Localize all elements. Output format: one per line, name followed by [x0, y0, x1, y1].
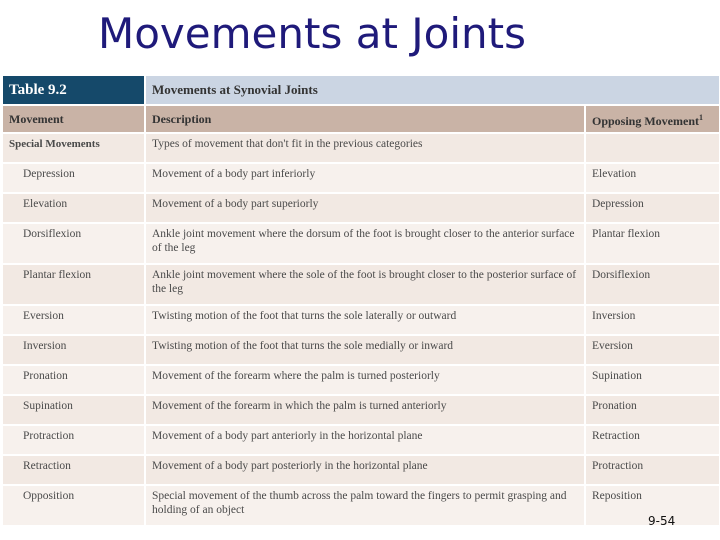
table-row [2, 223, 720, 264]
opposing-cell: Eversion [585, 335, 720, 365]
table-header-row [2, 105, 720, 133]
table-row [2, 163, 720, 193]
movements-table-container [1, 74, 719, 527]
movement-cell: Opposition [2, 485, 145, 526]
column-header-movement: Movement [2, 105, 145, 133]
movement-cell: Protraction [2, 425, 145, 455]
opposing-header-label: Opposing Movement [592, 113, 700, 128]
opposing-cell: Depression [585, 193, 720, 223]
movement-cell: Pronation [2, 365, 145, 395]
movement-cell: Dorsiflexion [2, 223, 145, 264]
movement-cell: Inversion [2, 335, 145, 365]
description-cell: Ankle joint movement where the sole of the foot is brought closer to the posterior surface of the leg [145, 264, 585, 305]
movement-cell: Elevation [2, 193, 145, 223]
table-row [2, 193, 720, 223]
table-row [2, 395, 720, 425]
table-row [2, 264, 720, 305]
movement-cell: Supination [2, 395, 145, 425]
slide-title: Movements at Joints [98, 9, 526, 58]
description-cell: Twisting motion of the foot that turns the sole medially or inward [145, 335, 585, 365]
description-cell: Movement of a body part anteriorly in the horizontal plane [145, 425, 585, 455]
description-cell: Twisting motion of the foot that turns the sole laterally or outward [145, 305, 585, 335]
column-header-description: Description [145, 105, 585, 133]
movement-cell: Plantar flexion [2, 264, 145, 305]
movement-cell: Retraction [2, 455, 145, 485]
table-caption: Movements at Synovial Joints [145, 75, 720, 105]
opposing-cell: Dorsiflexion [585, 264, 720, 305]
description-cell: Movement of a body part superiorly [145, 193, 585, 223]
opposing-cell: Inversion [585, 305, 720, 335]
opposing-cell: Supination [585, 365, 720, 395]
section-label: Special Movements [2, 133, 145, 163]
table-title-row [2, 75, 720, 105]
opposing-cell: Plantar flexion [585, 223, 720, 264]
opposing-cell: Pronation [585, 395, 720, 425]
opposing-cell: Retraction [585, 425, 720, 455]
section-opposing-empty [585, 133, 720, 163]
movements-table [1, 74, 720, 527]
description-cell: Ankle joint movement where the dorsum of the foot is brought closer to the anterior surface of the leg [145, 223, 585, 264]
table-row [2, 455, 720, 485]
section-row [2, 133, 720, 163]
description-cell: Movement of a body part posteriorly in the horizontal plane [145, 455, 585, 485]
table-row [2, 335, 720, 365]
description-cell: Special movement of the thumb across the palm toward the fingers to permit grasping and holding of an object [145, 485, 585, 526]
table-row [2, 485, 720, 526]
table-row [2, 425, 720, 455]
description-cell: Movement of the forearm where the palm is turned posteriorly [145, 365, 585, 395]
column-header-opposing [585, 105, 720, 133]
opposing-cell: Reposition [585, 485, 720, 526]
opposing-cell: Protraction [585, 455, 720, 485]
description-cell: Movement of a body part inferiorly [145, 163, 585, 193]
movement-cell: Depression [2, 163, 145, 193]
description-cell: Movement of the forearm in which the palm is turned anteriorly [145, 395, 585, 425]
opposing-cell: Elevation [585, 163, 720, 193]
slide-number: 9-54 [648, 514, 676, 528]
table-label: Table 9.2 [2, 75, 145, 105]
section-description: Types of movement that don't fit in the previous categories [145, 133, 585, 163]
table-row [2, 305, 720, 335]
movement-cell: Eversion [2, 305, 145, 335]
footnote-marker: 1 [699, 112, 704, 122]
table-row [2, 365, 720, 395]
